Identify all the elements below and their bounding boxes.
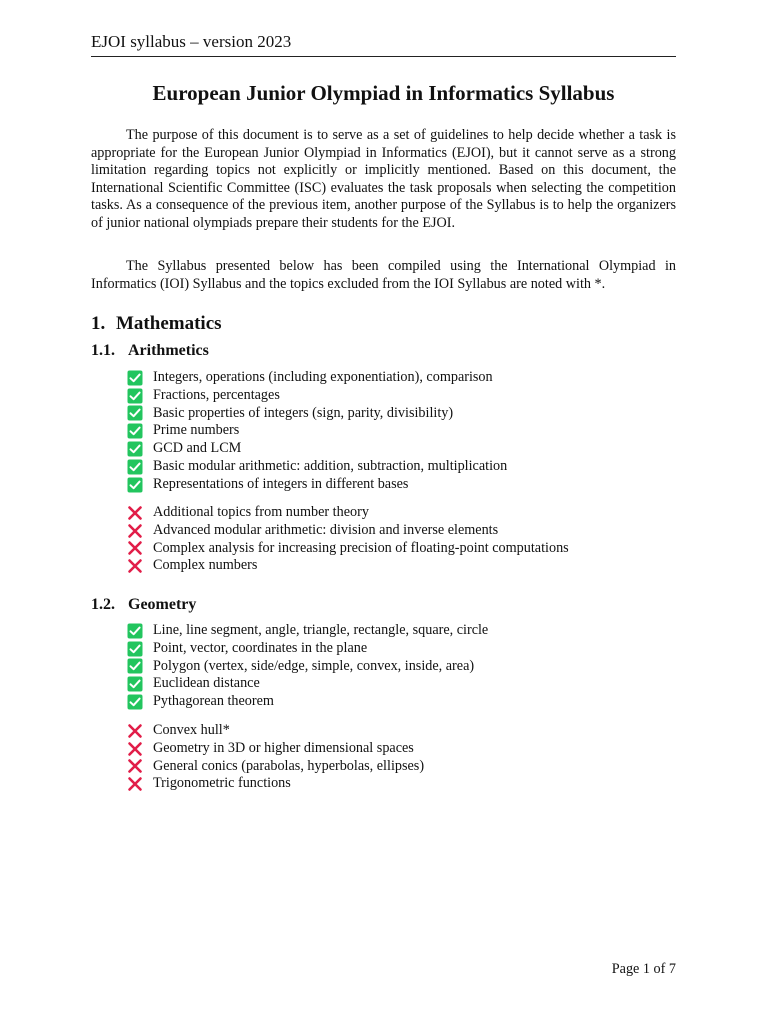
- included-topic-item: [127, 675, 488, 693]
- cross-mark-icon: [127, 505, 143, 521]
- subsection-title: Arithmetics: [128, 342, 209, 359]
- topic-label: General conics (parabolas, hyperbolas, ellipses): [153, 757, 425, 774]
- intro-paragraph-1: The purpose of this document is to serve as a set of guidelines to help decide whether a task is appropriate for the European Junior Olympiad in Informatics (EJOI), but it cannot serve as a strong limitation regarding topics not explicitly or implicitly mentioned. Based on this document, the International Scientific Committee (ISC) evaluates the task proposals when selecting the competition tasks. As a consequence of the previous item, another purpose of the Syllabus is to help the organizers of junior national olympiads prepare their students for the EJOI.: [91, 127, 676, 231]
- check-box-icon: [127, 441, 143, 457]
- topic-label: Point, vector, coordinates in the plane: [153, 639, 368, 656]
- topic-label: Basic modular arithmetic: addition, subtraction, multiplication: [153, 457, 508, 474]
- check-box-icon: [127, 459, 143, 475]
- topic-label: Trigonometric functions: [153, 775, 291, 792]
- included-topic-item: [127, 640, 488, 658]
- cross-mark-icon: [127, 776, 143, 792]
- excluded-topic-item: [127, 758, 424, 776]
- topic-label: Prime numbers: [153, 422, 240, 439]
- topic-label: Integers, operations (including exponentiation), comparison: [153, 369, 493, 385]
- geometry-excluded-list: [127, 722, 424, 793]
- subsection-heading-arithmetics: [91, 341, 209, 361]
- section-title: Mathematics: [116, 313, 222, 334]
- topic-label: Basic properties of integers (sign, parity, divisibility): [153, 404, 454, 421]
- topic-label: Geometry in 3D or higher dimensional spaces: [153, 739, 414, 756]
- check-box-icon: [127, 694, 143, 710]
- running-title: EJOI syllabus – version 2023: [91, 32, 292, 51]
- included-topic-item: [127, 458, 507, 476]
- cross-mark-icon: [127, 758, 143, 774]
- cross-mark-icon: [127, 523, 143, 539]
- included-topic-item: [127, 622, 488, 640]
- topic-label: Complex numbers: [153, 557, 258, 574]
- topic-label: GCD and LCM: [153, 440, 242, 457]
- excluded-topic-item: [127, 557, 569, 575]
- arithmetics-included-list: [127, 369, 507, 494]
- topic-label: Convex hull*: [153, 722, 230, 738]
- topic-label: Advanced modular arithmetic: division and inverse elements: [153, 521, 499, 538]
- section-number: 1.: [91, 313, 106, 334]
- included-topic-item: [127, 693, 488, 711]
- subsection-heading-geometry: [91, 595, 196, 615]
- included-topic-item: [127, 440, 507, 458]
- page-number: Page 1 of 7: [611, 961, 676, 977]
- excluded-topic-item: [127, 775, 424, 793]
- check-box-icon: [127, 423, 143, 439]
- excluded-topic-item: [127, 722, 424, 740]
- topic-label: Line, line segment, angle, triangle, rectangle, square, circle: [153, 622, 489, 638]
- included-topic-item: [127, 476, 507, 494]
- check-box-icon: [127, 388, 143, 404]
- check-box-icon: [127, 370, 143, 386]
- document-title: European Junior Olympiad in Informatics Syllabus: [152, 81, 615, 105]
- check-box-icon: [127, 477, 143, 493]
- topic-label: Euclidean distance: [153, 675, 260, 692]
- topic-label: Representations of integers in different bases: [153, 475, 409, 492]
- cross-mark-icon: [127, 723, 143, 739]
- included-topic-item: [127, 369, 507, 387]
- running-header: [91, 32, 676, 57]
- cross-mark-icon: [127, 558, 143, 574]
- excluded-topic-item: [127, 504, 569, 522]
- included-topic-item: [127, 405, 507, 423]
- topic-label: Pythagorean theorem: [153, 693, 274, 710]
- cross-mark-icon: [127, 540, 143, 556]
- check-box-icon: [127, 658, 143, 674]
- cross-mark-icon: [127, 741, 143, 757]
- subsection-number: 1.2.: [91, 596, 115, 613]
- included-topic-item: [127, 387, 507, 405]
- topic-label: Complex analysis for increasing precision of floating-point computations: [153, 539, 569, 556]
- intro-paragraph-2: The Syllabus presented below has been compiled using the International Olympiad in Informatics (IOI) Syllabus and the topics excluded from the IOI Syllabus are noted with *.: [91, 258, 676, 292]
- subsection-number: 1.1.: [91, 342, 115, 359]
- geometry-included-list: [127, 622, 488, 711]
- section-heading-mathematics: [91, 312, 222, 336]
- topic-label: Polygon (vertex, side/edge, simple, convex, inside, area): [153, 657, 475, 674]
- arithmetics-excluded-list: [127, 504, 569, 575]
- check-box-icon: [127, 676, 143, 692]
- subsection-title: Geometry: [128, 596, 197, 613]
- check-box-icon: [127, 405, 143, 421]
- excluded-topic-item: [127, 540, 569, 558]
- included-topic-item: [127, 422, 507, 440]
- check-box-icon: [127, 623, 143, 639]
- topic-label: Fractions, percentages: [153, 386, 280, 403]
- excluded-topic-item: [127, 740, 424, 758]
- excluded-topic-item: [127, 522, 569, 540]
- topic-label: Additional topics from number theory: [153, 504, 369, 520]
- check-box-icon: [127, 641, 143, 657]
- included-topic-item: [127, 658, 488, 676]
